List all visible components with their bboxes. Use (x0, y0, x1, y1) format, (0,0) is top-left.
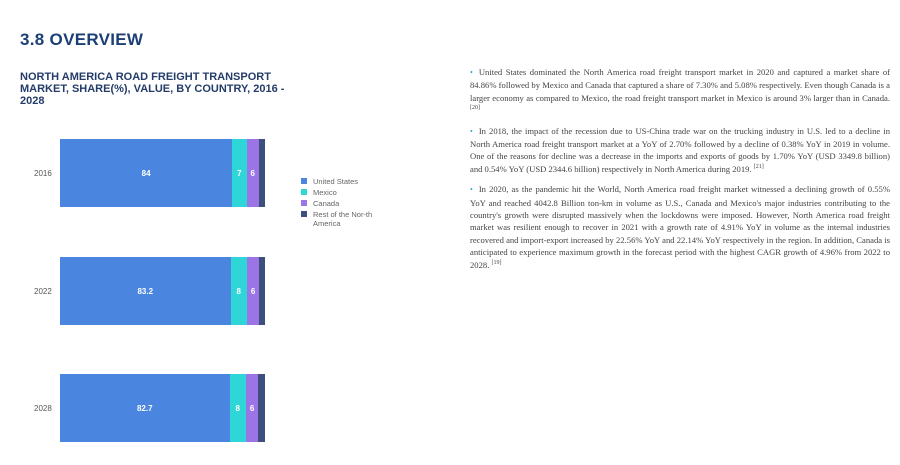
stacked-bar (60, 374, 265, 442)
legend-swatch (301, 178, 307, 184)
data-label: 83.2 (137, 286, 154, 296)
data-label: 7 (237, 168, 242, 178)
paragraph-text: In 2020, as the pandemic hit the World, North America road freight market witnessed a declining growth of 0.55% YoY and reached 4042.8 Billion ton-km in volume as U.S., Canada and Mexico's major industries contributing to the country's growth were disrupted massively when the lockdowns were imposed. However, North America road freight market was resilient enough to recover in 2021 with a growth rate of 4.91% YoY in volume as the internal industries recovered and import-export increased by 22.56% YoY and 22.14% YoY respectively in the region. In addition, Canada is anticipated to experience maximum growth in the forecast period with the highest CAGR growth of 4.96% from 2022 to 2028. (470, 184, 890, 270)
legend-label: Mexico (313, 188, 337, 197)
legend-item (301, 210, 383, 228)
paragraph-text: In 2018, the impact of the recession due to US-China trade war on the trucking industry in U.S. led to a decline in North America road freight transport market at a YoY of 2.70% followed by a decline of 0.38% YoY in 2019 in volume. One of the reasons for decline was a decrease in the imports and exports of goods by 1.70% YoY (USD 3349.8 billion) and 0.54% YoY (USD 2344.6 billion) respectively in North America during 2019. (470, 125, 890, 174)
bar-segment (247, 139, 259, 207)
bullet-paragraph (470, 183, 890, 271)
bar-segment (232, 139, 246, 207)
bullet-icon: • (470, 68, 473, 77)
bullet-paragraph (470, 66, 890, 117)
y-tick-label: 2022 (34, 287, 52, 296)
bar-segment (231, 257, 247, 325)
legend-item (301, 199, 383, 208)
citation-ref: [19] (491, 259, 502, 266)
legend-item (301, 188, 383, 197)
data-label: 84 (141, 168, 151, 178)
data-label: 8 (235, 403, 240, 413)
paragraph-text: United States dominated the North America road freight transport market in 2020 and captured a market share of 84.86% followed by Mexico and Canada that captured a share of 7.30% and 5.08% respectively. Even though Canada is a larger economy as compared to Mexico, the road freight transport market in Mexico is around 3% larger than in Canada. (470, 67, 890, 103)
data-label: 82.7 (136, 403, 153, 413)
overview-text (470, 66, 890, 279)
bar-segment (60, 257, 231, 325)
citation-ref: [20] (470, 105, 480, 112)
legend-swatch (301, 211, 307, 217)
data-label: 6 (250, 286, 256, 296)
bar-segment (60, 139, 232, 207)
chart-legend (301, 177, 383, 230)
legend-label: Rest of the Nor-th America (313, 210, 373, 228)
bullet-paragraph (470, 125, 890, 176)
bar-segment (246, 374, 258, 442)
legend-label: United States (313, 177, 359, 186)
data-label: 8 (236, 286, 241, 296)
bullet-icon: • (470, 185, 473, 195)
chart-title: NORTH AMERICA ROAD FREIGHT TRANSPORT MARKET, SHARE(%), VALUE, BY COUNTRY, 2016 - 2028 (20, 71, 285, 107)
data-label: 6 (249, 403, 255, 413)
stacked-bar (60, 257, 265, 325)
bar-segment (258, 374, 265, 442)
bar-segment (259, 257, 265, 325)
citation-ref: [21] (753, 163, 764, 170)
bar-segment (230, 374, 246, 442)
bar-segment (247, 257, 259, 325)
legend-label: Canada (313, 199, 340, 208)
stacked-bar (60, 139, 265, 207)
bullet-icon: • (470, 126, 473, 136)
section-title: 3.8 OVERVIEW (20, 30, 144, 49)
bar-segment (259, 139, 265, 207)
legend-item (301, 177, 383, 186)
data-label: 6 (250, 168, 255, 178)
legend-swatch (301, 189, 307, 195)
legend-swatch (301, 200, 307, 206)
y-tick-label: 2028 (34, 404, 52, 413)
y-tick-label: 2016 (34, 169, 52, 178)
bar-segment (60, 374, 230, 442)
